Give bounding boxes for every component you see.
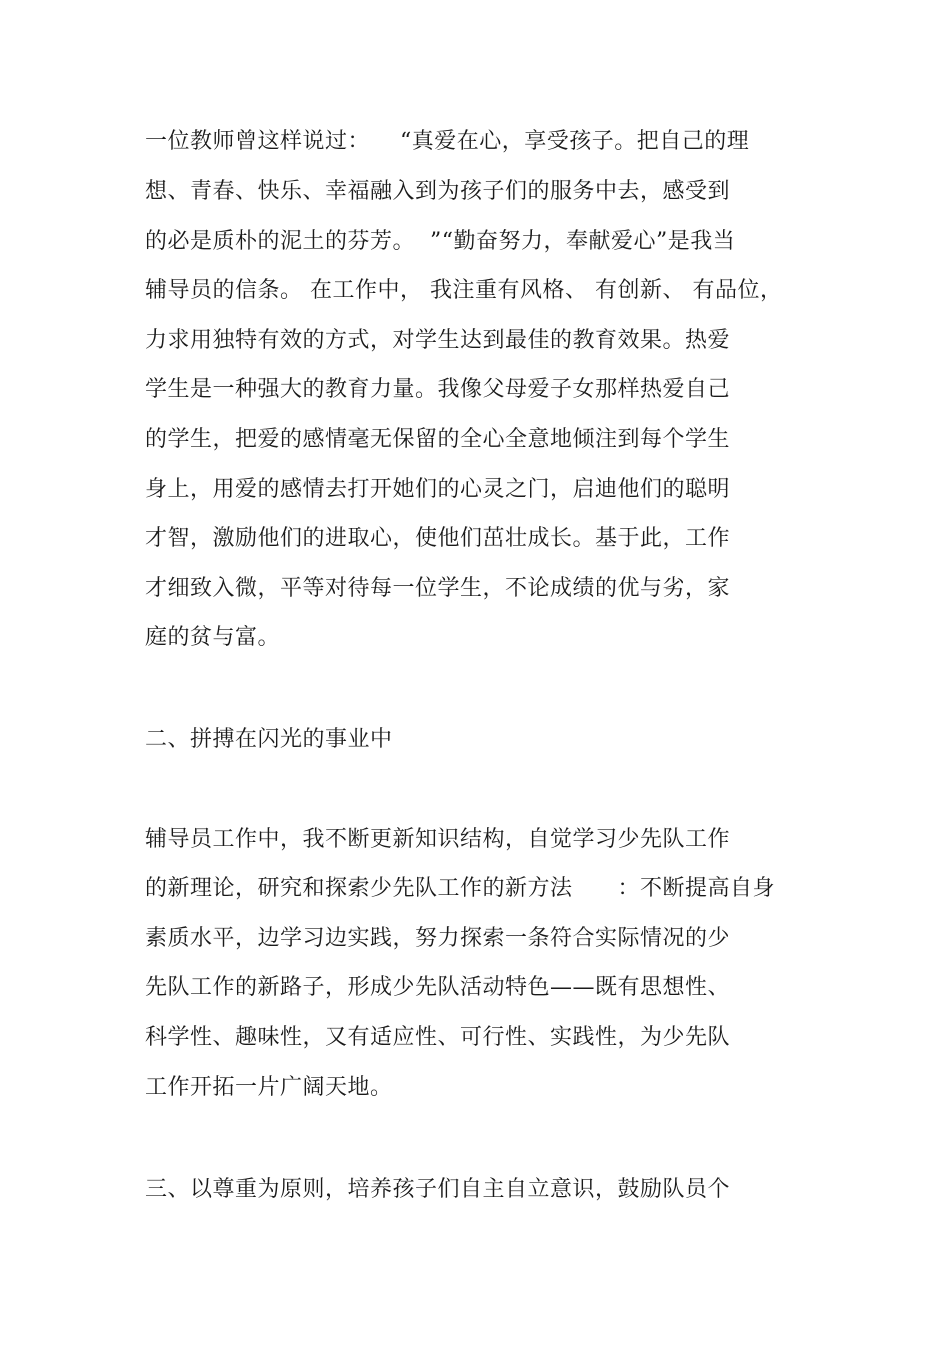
paragraph-line: 的学生，把爱的感情毫无保留的全心全意地倾注到每个学生 bbox=[145, 427, 731, 452]
section-heading-2: 二、拼搏在闪光的事业中 bbox=[145, 727, 393, 752]
paragraph-line: 工作开拓一片广阔天地。 bbox=[145, 1075, 393, 1100]
paragraph-line: 想、青春、快乐、幸福融入到为孩子们的服务中去，感受到 bbox=[145, 179, 731, 204]
paragraph-line: 一位教师曾这样说过： “真爱在心，享受孩子。把自己的理 bbox=[145, 129, 750, 154]
paragraph-line: 身上，用爱的感情去打开她们的心灵之门，启迪他们的聪明 bbox=[145, 477, 731, 502]
paragraph-line: 的新理论，研究和探索少先队工作的新方法 ：不断提高自身 bbox=[145, 876, 775, 901]
paragraph-line: 的必是质朴的泥土的芬芳。 ”“勤奋努力，奉献爱心”是我当 bbox=[145, 229, 736, 254]
paragraph-line: 素质水平，边学习边实践，努力探索一条符合实际情况的少 bbox=[145, 926, 731, 951]
section-heading-3: 三、以尊重为原则，培养孩子们自主自立意识，鼓励队员个 bbox=[145, 1177, 731, 1202]
paragraph-line: 才智，激励他们的进取心，使他们茁壮成长。基于此，工作 bbox=[145, 526, 731, 551]
paragraph-line: 力求用独特有效的方式，对学生达到最佳的教育效果。热爱 bbox=[145, 328, 731, 353]
paragraph-line: 辅导员工作中，我不断更新知识结构，自觉学习少先队工作 bbox=[145, 827, 731, 852]
paragraph-line: 才细致入微，平等对待每一位学生，不论成绩的优与劣，家 bbox=[145, 576, 731, 601]
paragraph-line: 先队工作的新路子，形成少先队活动特色——既有思想性、 bbox=[145, 975, 731, 1000]
paragraph-line: 庭的贫与富。 bbox=[145, 625, 281, 650]
paragraph-line: 学生是一种强大的教育力量。我像父母爱子女那样热爱自己 bbox=[145, 377, 731, 402]
paragraph-line: 科学性、趣味性，又有适应性、可行性、实践性，为少先队 bbox=[145, 1025, 731, 1050]
paragraph-line: 辅导员的信条。 在工作中， 我注重有风格、 有创新、 有品位， bbox=[145, 278, 783, 303]
